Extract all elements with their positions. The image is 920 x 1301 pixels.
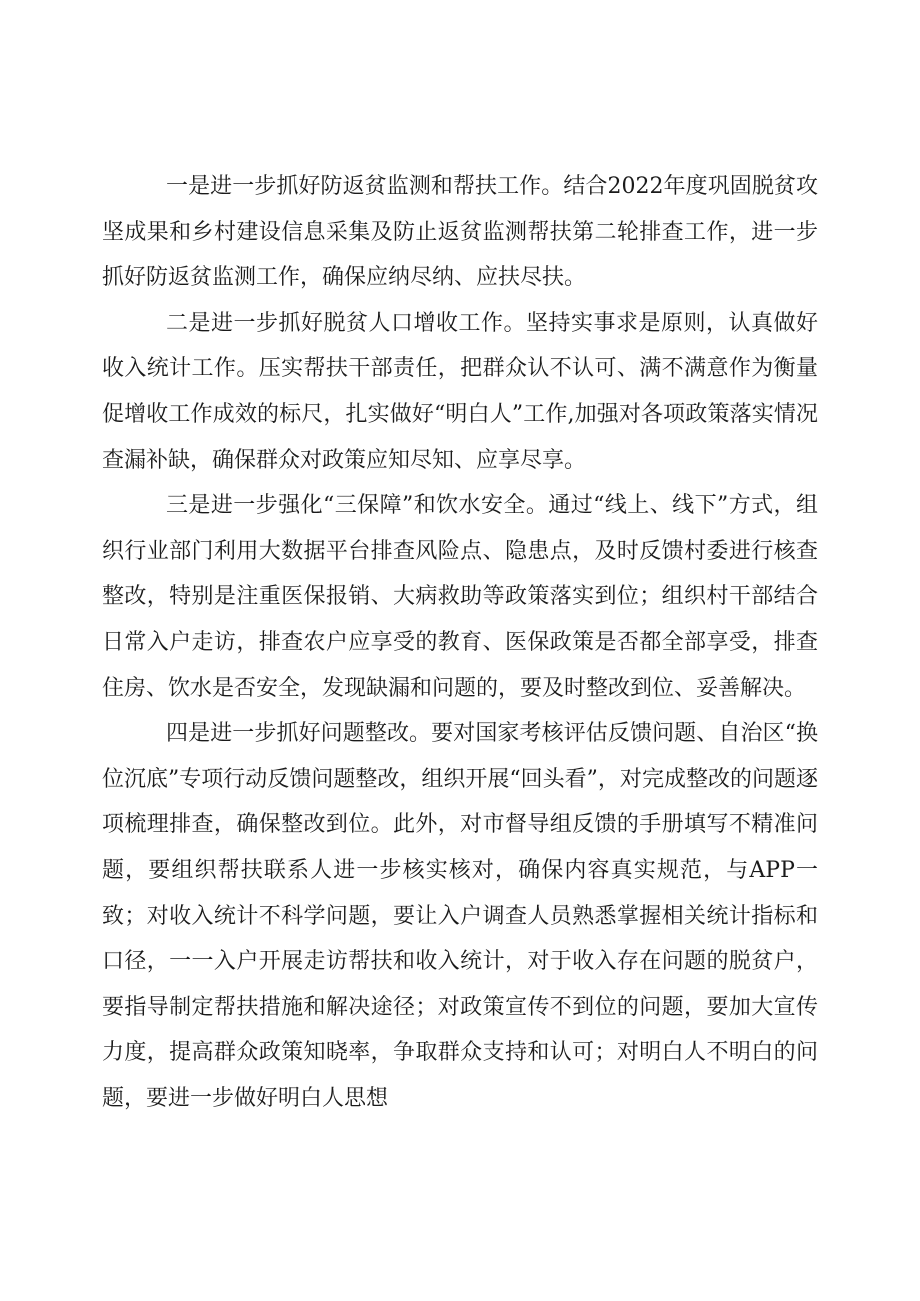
paragraph-3: 三是进一步强化“三保障”和饮水安全。通过“线上、线下”方式，组织行业部门利用大数据平台排查风险点、隐患点，及时反馈村委进行核查整改，特别是注重医保报销、大病救助等政策落实到位；组织村干部结合日常入户走访，排查农户应享受的教育、医保政策是否都全部享受，排查住房、饮水是否安全，发现缺漏和问题的，要及时整改到位、妥善解决。	[102, 493, 818, 701]
document-body	[102, 164, 818, 1121]
paragraph-2: 二是进一步抓好脱贫人口增收工作。坚持实事求是原则，认真做好收入统计工作。压实帮扶干部责任，把群众认不认可、满不满意作为衡量促增收工作成效的标尺，扎实做好“明白人”工作,加强对各项政策落实情况查漏补缺，确保群众对政策应知尽知、应享尽享。	[102, 310, 818, 473]
paragraph-1: 一是进一步抓好防返贫监测和帮扶工作。结合2022年度巩固脱贫攻坚成果和乡村建设信息采集及防止返贫监测帮扶第二轮排查工作，进一步抓好防返贫监测工作，确保应纳尽纳、应扶尽扶。	[102, 174, 818, 291]
paragraph-4: 四是进一步抓好问题整改。要对国家考核评估反馈问题、自治区“换位沉底”专项行动反馈问题整改，组织开展“回头看”，对完成整改的问题逐项梳理排查，确保整改到位。此外，对市督导组反馈的手册填写不精准问题，要组织帮扶联系人进一步核实核对，确保内容真实规范，与APP一致；对收入统计不科学问题，要让入户调查人员熟悉掌握相关统计指标和口径，一一入户开展走访帮扶和收入统计，对于收入存在问题的脱贫户，要指导制定帮扶措施和解决途径；对政策宣传不到位的问题，要加大宣传力度，提高群众政策知晓率，争取群众支持和认可；对明白人不明白的问题，要进一步做好明白人思想	[102, 721, 818, 1111]
